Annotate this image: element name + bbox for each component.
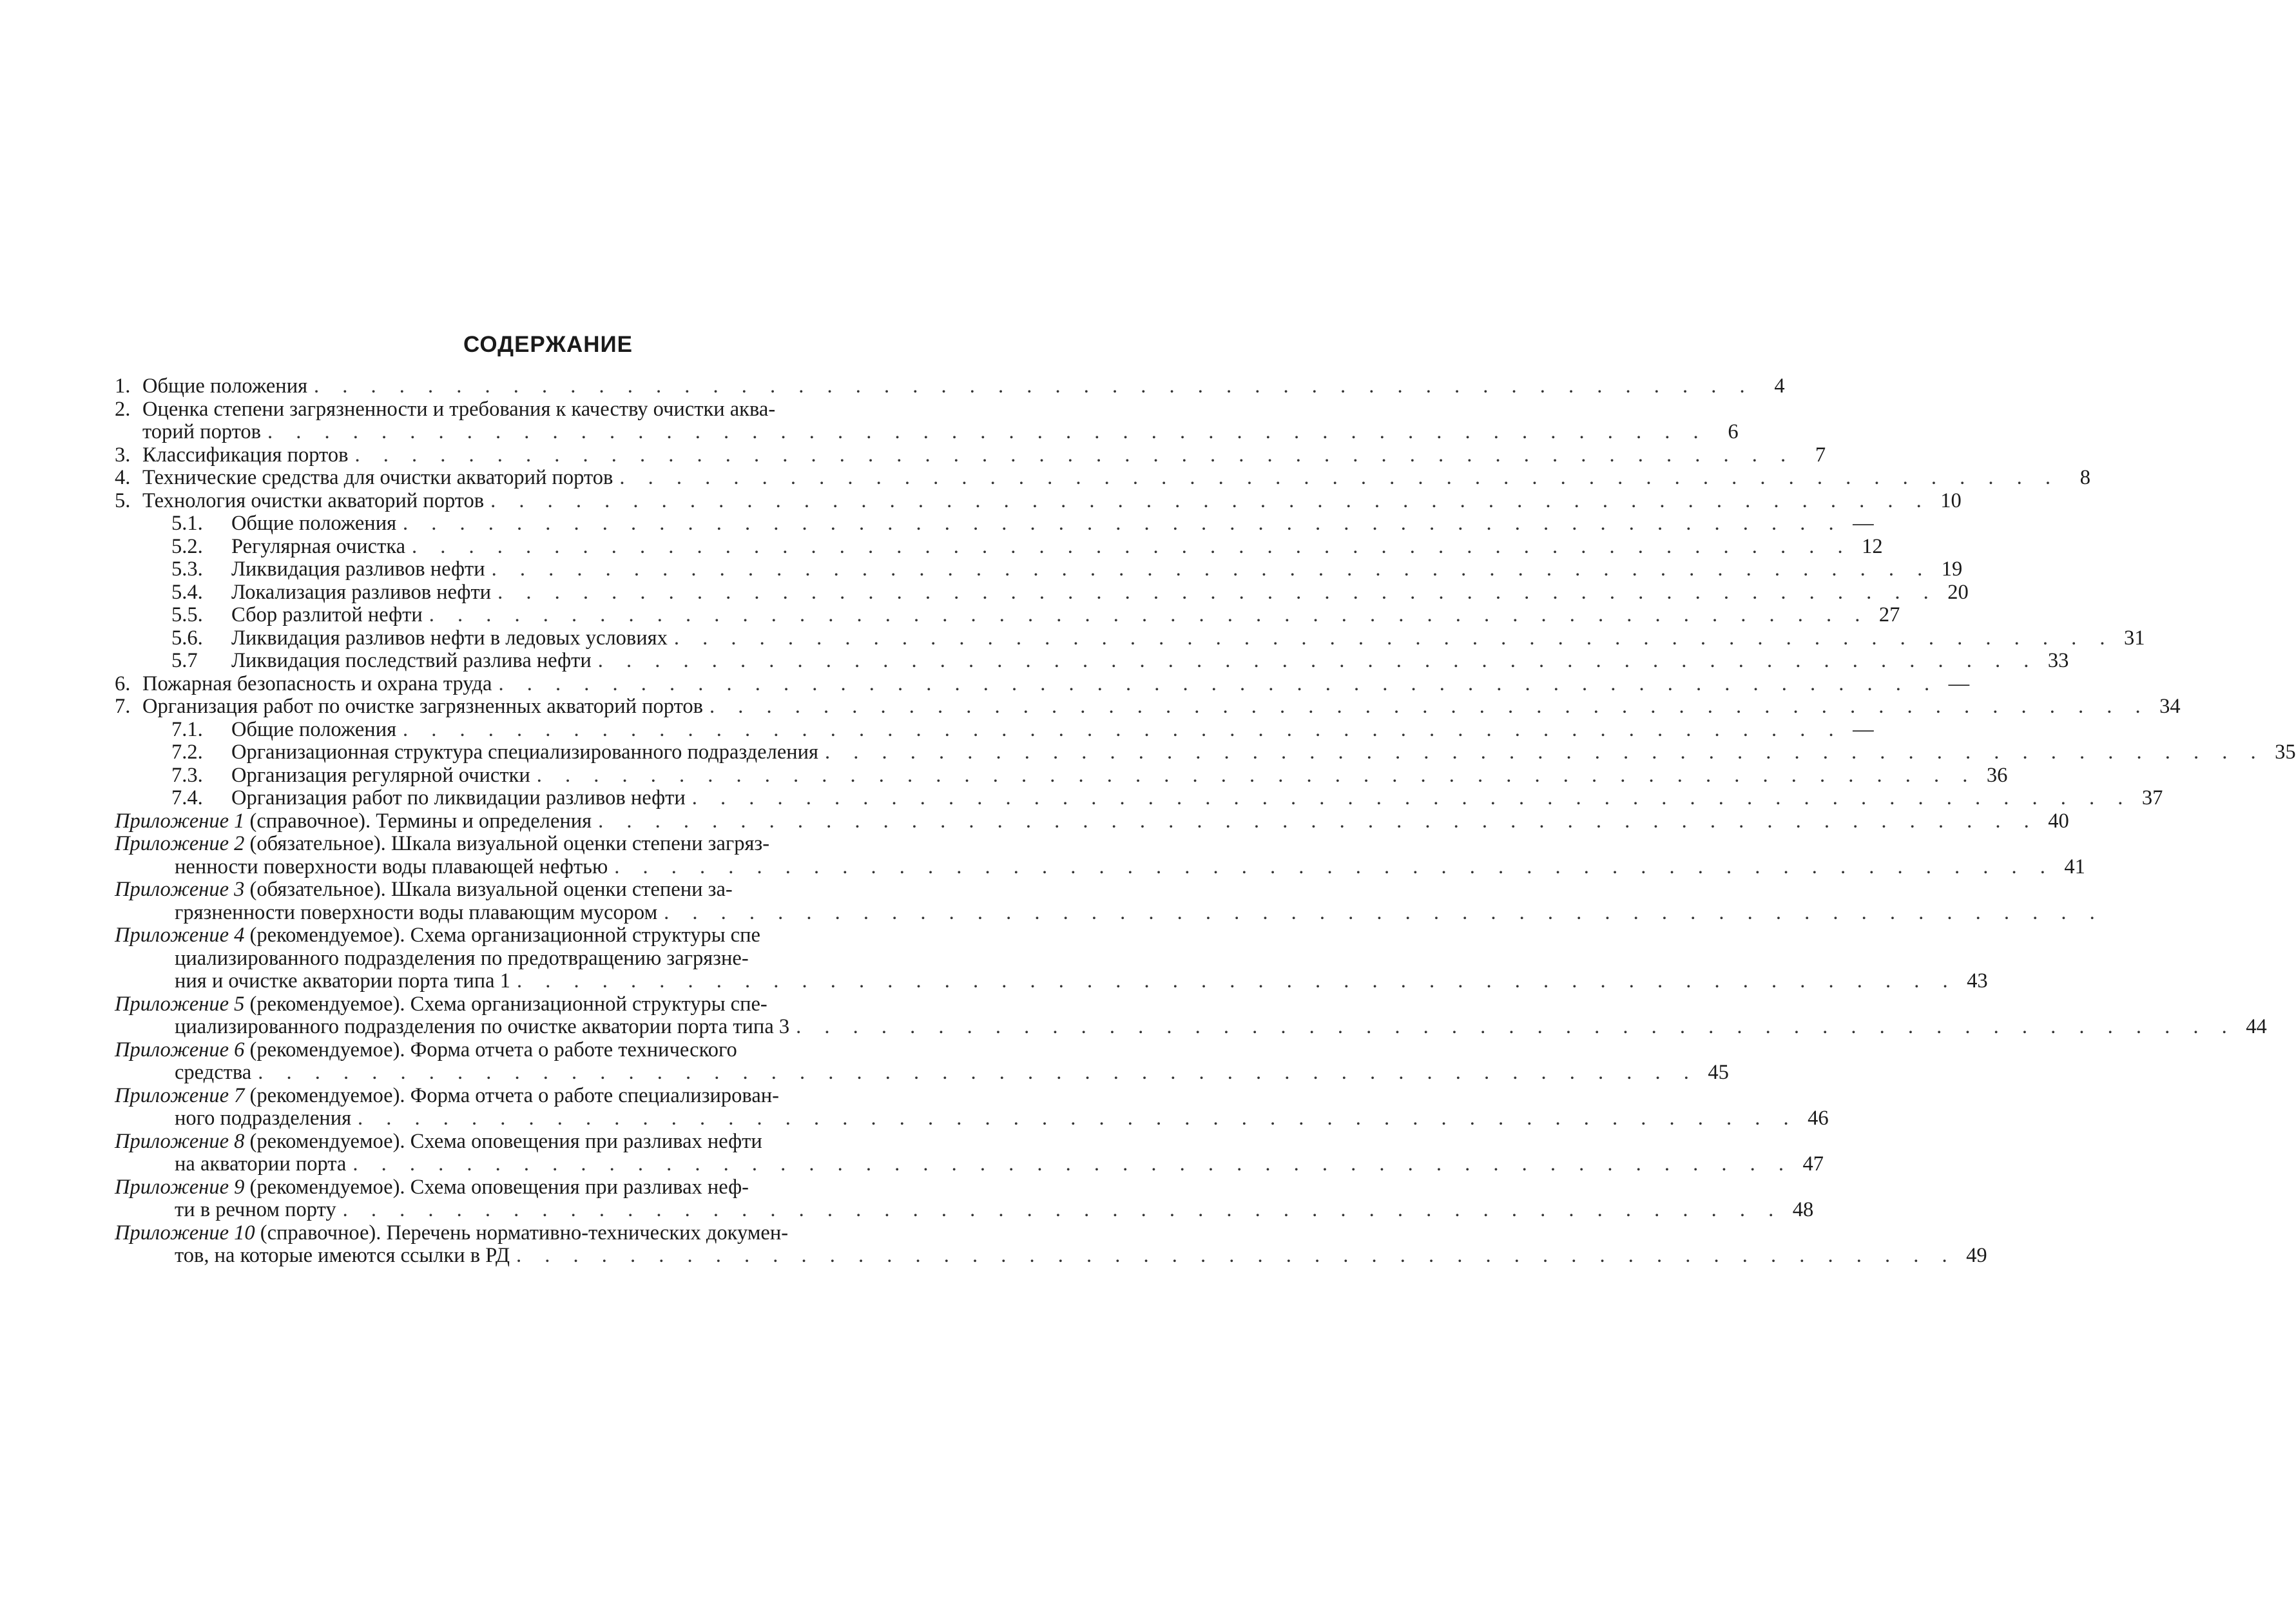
toc-entry-line-text: (справочное). Перечень нормативно-технических докумен-	[260, 1221, 789, 1245]
dot-leader	[346, 1153, 1793, 1176]
toc-subentry-number: 5.7	[171, 649, 198, 672]
dot-leader	[485, 558, 1932, 581]
toc-entry-number: 5.	[115, 489, 131, 512]
dot-leader	[613, 467, 2060, 490]
toc-line	[115, 786, 2163, 810]
toc-entry[interactable]	[115, 763, 2008, 788]
toc-entry-line-text: Организация регулярной очистки	[231, 763, 530, 787]
toc-entry-line-text: Сбор разлитой нефти	[231, 603, 423, 626]
toc-line	[115, 1222, 975, 1245]
toc-entry-line-text: Организация работ по ликвидации разливов нефти	[231, 786, 686, 809]
toc-entry-line-text: (рекомендуемое). Форма отчета о работе специализирован-	[249, 1083, 779, 1107]
toc-line	[115, 398, 975, 422]
toc-entry-text	[115, 993, 767, 1016]
toc-line	[115, 1085, 975, 1108]
dot-leader	[530, 764, 1977, 788]
toc-page-number: 48	[1792, 1198, 1814, 1221]
toc-entry[interactable]	[115, 1175, 1814, 1222]
toc-entry[interactable]	[115, 924, 1988, 993]
toc-line	[115, 1039, 975, 1062]
toc-entry-text	[231, 650, 592, 673]
toc-entry[interactable]	[115, 1221, 1987, 1268]
toc-line	[115, 993, 975, 1016]
toc-line	[115, 1198, 1814, 1222]
toc-entry-text	[142, 444, 348, 467]
toc-entry-text	[115, 1222, 788, 1245]
toc-entry-number	[115, 512, 231, 536]
toc-entry-text	[115, 878, 733, 902]
toc-entry-line-text: (справочное). Термины и определения	[249, 809, 592, 833]
toc-line	[115, 717, 1874, 742]
dot-leader	[789, 1016, 2236, 1039]
toc-page-number: 7	[1815, 443, 1826, 467]
toc-entry[interactable]	[115, 649, 2069, 673]
appendix-label: Приложение 10	[115, 1221, 255, 1245]
toc-entry[interactable]	[115, 466, 2090, 490]
toc-entry[interactable]	[115, 1083, 1829, 1130]
toc-entry-text	[115, 1130, 762, 1154]
toc-line	[115, 489, 1962, 513]
toc-entry-text	[115, 1107, 351, 1130]
toc-entry-number	[115, 536, 231, 559]
toc-page-number: 49	[1966, 1244, 1987, 1267]
toc-page-number: 46	[1808, 1107, 1829, 1130]
toc-subentry-number: 5.6.	[171, 626, 203, 650]
toc-line	[115, 1152, 1824, 1176]
appendix-label: Приложение 5	[115, 992, 245, 1016]
toc-page-number: 6	[1728, 420, 1739, 443]
toc-entry-line-text: Пожарная безопасность и охрана труда	[142, 672, 492, 695]
toc-line	[115, 374, 1785, 398]
toc-entry[interactable]	[115, 992, 2267, 1039]
toc-entry-text	[231, 558, 485, 581]
toc-entry-line-text: (рекомендуемое). Схема организационной структуры спе	[249, 924, 760, 947]
toc-entry-line-text: (рекомендуемое). Схема оповещения при разливах нефти	[249, 1129, 762, 1153]
toc-entry-line-text: ти в речном порту	[175, 1198, 336, 1221]
toc-entry-line-text: торий портов	[142, 420, 262, 443]
toc-entry-text	[115, 1153, 346, 1176]
dot-leader	[423, 604, 1869, 627]
toc-entry-text	[115, 1085, 779, 1108]
dot-leader	[484, 490, 1931, 513]
dot-leader	[307, 375, 1754, 398]
toc-line	[115, 947, 975, 971]
appendix-label: Приложение 3	[115, 878, 245, 901]
toc-entry-text	[115, 1016, 789, 1039]
toc-subentry-number: 5.3.	[171, 557, 203, 581]
toc-line	[115, 741, 2296, 764]
toc-line	[115, 878, 975, 902]
toc-line	[115, 649, 2069, 673]
table-of-contents	[115, 374, 2296, 1268]
toc-entry[interactable]	[115, 741, 2296, 764]
toc-entry-text	[231, 536, 405, 559]
toc-entry-number: 1.	[115, 374, 131, 398]
toc-entry-text	[231, 627, 668, 650]
toc-entry-line-text: грязненности поверхности воды плавающим мусором	[175, 900, 658, 924]
toc-entry-number: 4.	[115, 466, 131, 489]
toc-entry-text	[115, 902, 657, 925]
toc-entry-line-text: Технические средства для очистки акваторий портов	[142, 466, 613, 489]
toc-entry-number	[115, 581, 231, 605]
toc-entry-text	[115, 947, 749, 971]
toc-entry-number: 2.	[115, 397, 131, 421]
toc-line	[115, 420, 1739, 444]
toc-line	[115, 1061, 1729, 1085]
dot-leader	[657, 902, 2104, 925]
toc-entry-number	[115, 627, 231, 650]
toc-entry[interactable]	[115, 489, 1962, 513]
toc-subentry-number: 5.2.	[171, 534, 203, 558]
toc-entry-line-text: Организация работ по очистке загрязненных акваторий портов	[142, 695, 703, 718]
appendix-label: Приложение 7	[115, 1083, 245, 1107]
toc-entry-line-text: (рекомендуемое). Схема оповещения при разливах неф-	[249, 1175, 749, 1199]
toc-page-number: 36	[1986, 763, 2008, 787]
dot-leader	[510, 1245, 1956, 1268]
toc-subentry-number: 7.2.	[171, 741, 203, 764]
toc-entry-line-text: циализированного подразделения по очистке акватории порта типа 3	[175, 1015, 790, 1038]
toc-line	[115, 557, 1963, 581]
dot-leader	[608, 856, 2054, 879]
toc-entry[interactable]	[115, 786, 2163, 810]
toc-entry-line-text: (рекомендуемое). Форма отчета о работе технического	[249, 1038, 737, 1061]
toc-entry-number	[115, 787, 231, 810]
toc-entry[interactable]	[115, 512, 1874, 536]
toc-entry-number: 7.	[115, 695, 131, 718]
toc-subentry-number: 5.5.	[171, 603, 203, 626]
toc-line	[115, 1130, 975, 1154]
toc-entry[interactable]	[115, 580, 1969, 605]
dot-leader	[818, 741, 2265, 764]
toc-entry-line-text: тов, на которые имеются ссылки в РД	[175, 1244, 510, 1267]
toc-entry-text	[231, 512, 396, 536]
toc-entry-line-text: Общие положения	[231, 512, 397, 535]
toc-entry-line-text: Организационная структура специализированного подразделения	[231, 741, 818, 764]
toc-entry-text	[142, 673, 492, 696]
toc-entry-line-text: Ликвидация последствий разлива нефти	[231, 649, 592, 672]
dot-leader	[251, 1061, 1698, 1085]
toc-line	[115, 512, 1874, 536]
toc-entry-text	[115, 970, 510, 993]
dot-leader	[396, 512, 1843, 536]
toc-entry-text	[115, 1039, 737, 1062]
dot-leader	[261, 421, 1708, 444]
toc-subentry-number: 7.4.	[171, 786, 203, 809]
toc-entry[interactable]	[115, 695, 2181, 719]
toc-entry[interactable]	[115, 443, 1826, 467]
toc-line	[115, 443, 1826, 467]
toc-line	[115, 626, 2145, 650]
toc-page-number: 4	[1774, 374, 1785, 398]
toc-line	[115, 809, 2069, 833]
toc-entry[interactable]	[115, 1129, 1824, 1176]
toc-entry-line-text: циализированного подразделения по предотвращению загрязне-	[175, 946, 749, 970]
toc-entry-line-text: на акватории порта	[175, 1152, 347, 1176]
toc-entry-line-text: (обязательное). Шкала визуальной оценки степени загряз-	[249, 832, 770, 855]
toc-page-number: 8	[2079, 466, 2090, 489]
toc-subentry-number: 7.1.	[171, 717, 203, 741]
toc-line	[115, 695, 2181, 719]
toc-entry[interactable]	[115, 832, 2085, 878]
toc-entry-line-text: (обязательное). Шкала визуальной оценки степени за-	[249, 878, 733, 901]
toc-entry-line-text: Технология очистки акваторий портов	[142, 489, 485, 512]
toc-entry-number	[115, 719, 231, 742]
toc-page-number: 37	[2141, 786, 2163, 809]
toc-entry-line-text: ния и очистке акватории порта типа 1	[175, 969, 510, 993]
toc-line	[115, 1107, 1829, 1130]
toc-line	[115, 833, 975, 856]
toc-entry-text	[115, 833, 769, 856]
toc-entry-line-text: (рекомендуемое). Схема организационной структуры спе-	[249, 992, 767, 1016]
toc-entry-line-text: Ликвидация разливов нефти в ледовых условиях	[231, 626, 668, 650]
toc-entry-text	[115, 1245, 510, 1268]
toc-entry[interactable]	[115, 626, 2145, 650]
appendix-label: Приложение 4	[115, 924, 245, 947]
page-title: СОДЕРЖАНИЕ	[463, 332, 633, 357]
toc-entry[interactable]	[115, 878, 975, 924]
toc-line	[115, 969, 1988, 993]
toc-entry-text	[142, 467, 613, 490]
toc-entry-text	[231, 787, 686, 810]
toc-entry-text	[231, 764, 530, 788]
toc-entry-number	[115, 650, 231, 673]
toc-entry-number	[115, 558, 231, 581]
toc-page-number: 43	[1967, 969, 1988, 993]
dot-leader	[686, 787, 2132, 810]
toc-entry[interactable]	[115, 557, 1963, 581]
toc-page-number: 44	[2246, 1015, 2267, 1038]
dot-leader	[396, 719, 1843, 742]
toc-entry-line-text: Регулярная очистка	[231, 534, 406, 558]
toc-page-number: 19	[1941, 557, 1963, 581]
toc-entry-text	[231, 741, 818, 764]
toc-entry-line-text: ненности поверхности воды плавающей нефтью	[175, 855, 608, 878]
dot-leader	[703, 695, 2150, 719]
toc-entry-line-text: Ликвидация разливов нефти	[231, 557, 485, 581]
toc-page-number: 47	[1802, 1152, 1824, 1176]
dot-leader	[510, 970, 1957, 993]
toc-page-number: 33	[2047, 649, 2069, 672]
toc-page-number: —	[1948, 672, 1970, 695]
toc-entry-text	[142, 490, 484, 513]
toc-line	[115, 466, 2090, 490]
toc-entry-text	[115, 1061, 251, 1085]
toc-entry-number: 6.	[115, 672, 131, 695]
dot-leader	[668, 627, 2114, 650]
toc-entry-number	[115, 741, 231, 764]
toc-line	[115, 603, 1900, 627]
toc-line	[115, 902, 975, 925]
dot-leader	[492, 673, 1938, 696]
toc-page-number: 31	[2123, 626, 2145, 650]
dot-leader	[351, 1107, 1798, 1130]
toc-page-number: 45	[1708, 1061, 1729, 1084]
toc-page-number: 10	[1940, 489, 1962, 512]
toc-entry[interactable]	[115, 809, 2069, 833]
toc-line	[115, 672, 1970, 696]
dot-leader	[348, 444, 1795, 467]
toc-page-number: 27	[1878, 603, 1900, 626]
toc-line	[115, 1176, 975, 1199]
toc-entry-line-text: Общие положения	[231, 717, 397, 741]
toc-line	[115, 855, 2085, 879]
toc-entry[interactable]	[115, 672, 1970, 696]
dot-leader	[592, 810, 2038, 833]
toc-entry-text	[142, 695, 703, 719]
toc-entry[interactable]	[115, 397, 1739, 444]
toc-entry-text	[115, 1199, 336, 1222]
toc-page-number: —	[1853, 512, 1874, 535]
toc-entry-line-text: Оценка степени загрязненности и требования к качеству очистки аква-	[142, 397, 776, 421]
toc-entry-text	[231, 719, 396, 742]
appendix-label: Приложение 2	[115, 832, 245, 855]
toc-entry-number	[115, 764, 231, 788]
toc-line	[115, 924, 975, 947]
toc-entry-text	[231, 581, 491, 605]
toc-entry[interactable]	[115, 1038, 1729, 1085]
toc-subentry-number: 7.3.	[171, 763, 203, 787]
toc-entry-text	[142, 375, 307, 398]
toc-entry-line-text: Общие положения	[142, 374, 308, 398]
appendix-label: Приложение 9	[115, 1175, 245, 1199]
dot-leader	[336, 1199, 1783, 1222]
toc-page-number: —	[1853, 717, 1874, 741]
toc-page-number: 12	[1862, 534, 1883, 558]
toc-subentry-number: 5.1.	[171, 512, 203, 535]
toc-entry-line-text: ного подразделения	[175, 1107, 352, 1130]
toc-entry-text	[115, 421, 261, 444]
toc-subentry-number: 5.4.	[171, 580, 203, 604]
toc-entry[interactable]	[115, 534, 1883, 559]
toc-page-number: 34	[2159, 695, 2181, 718]
toc-entry-text	[142, 398, 775, 422]
toc-line	[115, 534, 1883, 559]
toc-entry-number: 3.	[115, 443, 131, 467]
toc-page-number: 41	[2064, 855, 2085, 878]
toc-line	[115, 763, 2008, 788]
toc-entry-line-text: средства	[175, 1061, 252, 1084]
toc-entry[interactable]	[115, 374, 1785, 398]
toc-line	[115, 1015, 2267, 1039]
toc-entry-text	[115, 810, 592, 833]
appendix-label: Приложение 8	[115, 1129, 245, 1153]
toc-entry-number	[115, 604, 231, 627]
toc-page-number: 35	[2275, 741, 2296, 764]
toc-entry-line-text: Классификация портов	[142, 443, 349, 467]
toc-page-number: 20	[1947, 580, 1969, 604]
dot-leader	[592, 650, 2038, 673]
toc-entry-text	[115, 1176, 749, 1199]
dot-leader	[491, 581, 1938, 605]
toc-entry-text	[115, 856, 608, 879]
appendix-label: Приложение 6	[115, 1038, 245, 1061]
toc-line	[115, 1244, 1987, 1268]
toc-line	[115, 580, 1969, 605]
toc-entry-text	[115, 924, 760, 947]
toc-entry[interactable]	[115, 717, 1874, 742]
toc-entry-text	[231, 604, 423, 627]
appendix-label: Приложение 1	[115, 809, 245, 833]
toc-entry[interactable]	[115, 603, 1900, 627]
dot-leader	[405, 536, 1852, 559]
toc-page-number: 40	[2048, 809, 2069, 833]
toc-entry-line-text: Локализация разливов нефти	[231, 580, 492, 604]
